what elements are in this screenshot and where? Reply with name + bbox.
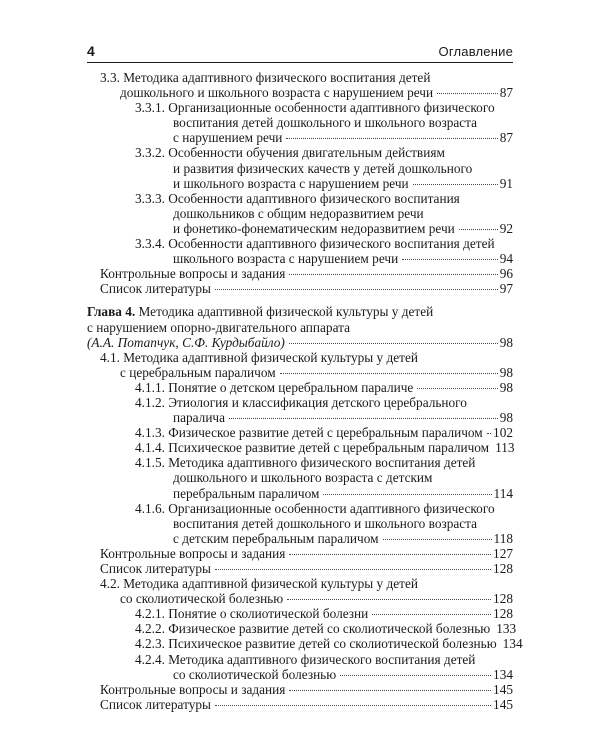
toc-entry[interactable] [87, 380, 513, 395]
toc-entry-text: Контрольные вопросы и задания [100, 681, 286, 697]
toc-entry-text: с церебральным параличом [120, 364, 276, 380]
toc-entry[interactable] [87, 304, 513, 349]
toc-entry-text: 4.1.4. Психическое развитие детей с церебральным параличом [135, 440, 490, 456]
toc-page-number: 92 [499, 220, 513, 236]
toc-entry-line: дошкольников с общим недоразвитием речи [173, 205, 424, 221]
toc-entry-text: Контрольные вопросы и задания [100, 266, 286, 282]
dot-leader [229, 418, 498, 419]
toc-entry-text: и школьного возраста с нарушением речи [173, 175, 409, 191]
toc-page-number: 128 [493, 606, 513, 622]
dot-leader [413, 184, 498, 185]
toc-entry[interactable] [87, 561, 513, 576]
toc-page-number: 113 [495, 440, 515, 456]
toc-entry[interactable] [87, 546, 513, 561]
dot-leader [459, 229, 498, 230]
running-head: Оглавление [438, 44, 513, 59]
toc-entry-line: воспитания детей дошкольного и школьного возраста [173, 115, 478, 131]
toc-entry[interactable] [87, 281, 513, 296]
toc-entry-text: (А.А. Потапчук, С.Ф. Курдыбайло) [87, 334, 285, 350]
toc-entry-last-line [135, 440, 513, 455]
toc-entry-line: 4.2.4. Методика адаптивного физического воспитания детей [135, 651, 476, 667]
toc-entry-line: воспитания детей дошкольного и школьного возраста [173, 515, 478, 531]
toc-entry-line: 4.1.6. Организационные особенности адаптивного физического [135, 500, 495, 516]
dot-leader [383, 539, 492, 540]
toc-entry[interactable] [87, 606, 513, 621]
toc-entry-line: 4.1. Методика адаптивной физической культуры у детей [100, 349, 418, 365]
toc-entry[interactable] [87, 395, 513, 425]
toc-entry-line: 3.3. Методика адаптивного физического воспитания детей [100, 70, 431, 85]
toc-page-number: 127 [493, 545, 513, 561]
page-header [87, 41, 513, 63]
toc-page-number: 91 [499, 175, 513, 191]
toc-entry[interactable] [87, 236, 513, 266]
toc-entry-text: с нарушением речи [173, 130, 283, 146]
toc-entry-last-line [135, 380, 513, 395]
toc-entry-last-line [100, 561, 513, 576]
dot-leader [372, 614, 491, 615]
dot-leader [437, 93, 498, 94]
toc-entry[interactable] [87, 455, 513, 500]
toc-entry-line: 3.3.2. Особенности обучения двигательным действиям [135, 145, 445, 161]
toc-entry-line: и развития физических качеств у детей дошкольного [173, 160, 473, 176]
toc-entry[interactable] [87, 425, 513, 440]
toc-page-number: 134 [493, 666, 513, 682]
page-number: 4 [87, 43, 95, 59]
dot-leader [323, 494, 491, 495]
dot-leader [417, 388, 497, 389]
toc-page-number: 134 [502, 636, 523, 652]
toc-entry-line: 3.3.4. Особенности адаптивного физического воспитания детей [135, 236, 495, 252]
toc-entry-last-line [135, 251, 513, 266]
toc-entry-line: 3.3.3. Особенности адаптивного физического воспитания [135, 190, 460, 206]
toc-entry-text: 4.2.2. Физическое развитие детей со сколиотической болезнью [135, 621, 491, 637]
toc-entry-line: 4.1.5. Методика адаптивного физического воспитания детей [135, 455, 476, 471]
toc-entry-text: с детским перебральным параличом [173, 530, 379, 546]
dot-leader [287, 599, 491, 600]
toc-entry-last-line [100, 682, 513, 697]
table-of-contents [87, 70, 523, 712]
toc-entry-text: со сколиотической болезнью [120, 591, 284, 607]
toc-entry[interactable] [87, 682, 513, 697]
dot-leader [280, 373, 498, 374]
dot-leader [289, 690, 491, 691]
dot-leader [289, 554, 491, 555]
toc-entry-last-line [135, 410, 513, 425]
toc-page-number: 96 [499, 266, 513, 282]
toc-page-number: 98 [499, 379, 513, 395]
toc-page-number: 145 [493, 681, 513, 697]
toc-entry[interactable] [87, 350, 513, 380]
toc-entry-last-line [135, 425, 513, 440]
toc-entry[interactable] [87, 70, 513, 100]
toc-page-number: 133 [496, 621, 517, 637]
toc-entry-last-line [100, 365, 513, 380]
toc-entry-line: дошкольного и школьного возраста с детским [173, 470, 433, 486]
dot-leader [340, 675, 491, 676]
toc-entry-text: 4.1.1. Понятие о детском церебральном параличе [135, 379, 414, 395]
toc-entry-text: Список литературы [100, 696, 211, 712]
toc-entry-text: школьного возраста с нарушением речи [173, 251, 399, 267]
toc-entry-text: Контрольные вопросы и задания [100, 545, 286, 561]
toc-entry-text: дошкольного и школьного возраста с нарушением речи [120, 85, 434, 101]
dot-leader [289, 343, 498, 344]
toc-entry-line: с нарушением опорно-двигательного аппарата [87, 319, 351, 335]
toc-entry[interactable] [87, 191, 513, 236]
toc-entry-last-line [135, 531, 513, 546]
toc-entry-text: Список литературы [100, 281, 211, 297]
toc-entry-text: 4.2.3. Психическое развитие детей со сколиотической болезнью [135, 636, 497, 652]
toc-entry-last-line [100, 281, 513, 296]
dot-leader [286, 138, 497, 139]
toc-page-number: 128 [493, 591, 513, 607]
toc-page-number: 87 [499, 130, 513, 146]
toc-entry-text: 4.2.1. Понятие о сколиотической болезни [135, 606, 369, 622]
dot-leader [487, 433, 491, 434]
toc-entry-text: паралича [173, 410, 226, 426]
toc-entry-last-line [100, 546, 513, 561]
toc-entry-last-line [135, 130, 513, 145]
toc-entry[interactable] [87, 636, 523, 652]
toc-entry[interactable] [87, 621, 517, 637]
toc-page-number: 114 [493, 485, 513, 501]
toc-entry-last-line [135, 667, 513, 682]
toc-entry-last-line [135, 621, 517, 637]
header-rule [87, 62, 513, 63]
toc-page-number: 97 [499, 281, 513, 297]
toc-page-number: 128 [493, 561, 513, 576]
toc-entry-last-line [135, 486, 513, 501]
toc-entry-text: Список литературы [100, 561, 211, 576]
dot-leader [289, 274, 497, 275]
toc-entry-last-line [135, 221, 513, 236]
toc-entry[interactable] [87, 576, 513, 606]
toc-page-number: 98 [499, 334, 513, 350]
toc-page-number: 87 [499, 85, 513, 101]
toc-entry-last-line [100, 266, 513, 281]
dot-leader [402, 259, 498, 260]
toc-entry[interactable] [87, 652, 513, 682]
chapter-label: Глава 4. [87, 304, 136, 320]
toc-entry[interactable] [87, 100, 513, 145]
toc-entry-text: и фонетико-фонематическим недоразвитием речи [173, 220, 455, 236]
toc-page-number: 102 [493, 425, 513, 441]
toc-entry-last-line [135, 176, 513, 191]
dot-leader [215, 705, 491, 706]
toc-page-number: 145 [493, 696, 513, 712]
toc-entry[interactable] [87, 697, 513, 712]
toc-entry-last-line [135, 636, 523, 652]
toc-entry-last-line [87, 335, 513, 350]
dot-leader [215, 289, 498, 290]
toc-entry-text: 4.1.3. Физическое развитие детей с церебральным параличом [135, 425, 483, 441]
toc-entry-line: 4.1.2. Этиология и классификация детского церебрального [135, 394, 467, 410]
chapter-title: Методика адаптивной физической культуры у детей [135, 304, 434, 320]
toc-page-number: 118 [493, 530, 513, 546]
toc-page-number: 94 [499, 251, 513, 267]
toc-entry[interactable] [87, 440, 513, 455]
toc-entry-text: перебральным параличом [173, 485, 320, 501]
toc-entry-text: со сколиотической болезнью [173, 666, 337, 682]
dot-leader [215, 569, 491, 570]
toc-entry[interactable] [87, 266, 513, 281]
chapter-title-line [87, 304, 513, 319]
toc-entry[interactable] [87, 501, 513, 546]
toc-entry-last-line [135, 606, 513, 621]
toc-entry-last-line [100, 697, 513, 712]
toc-entry-line: 4.2. Методика адаптивной физической культуры у детей [100, 576, 418, 592]
toc-page-number: 98 [499, 364, 513, 380]
toc-entry-line: 3.3.1. Организационные особенности адаптивного физического [135, 100, 495, 116]
toc-entry-last-line [100, 591, 513, 606]
toc-page-number: 98 [499, 410, 513, 426]
toc-entry[interactable] [87, 145, 513, 190]
toc-entry-last-line [100, 85, 513, 100]
